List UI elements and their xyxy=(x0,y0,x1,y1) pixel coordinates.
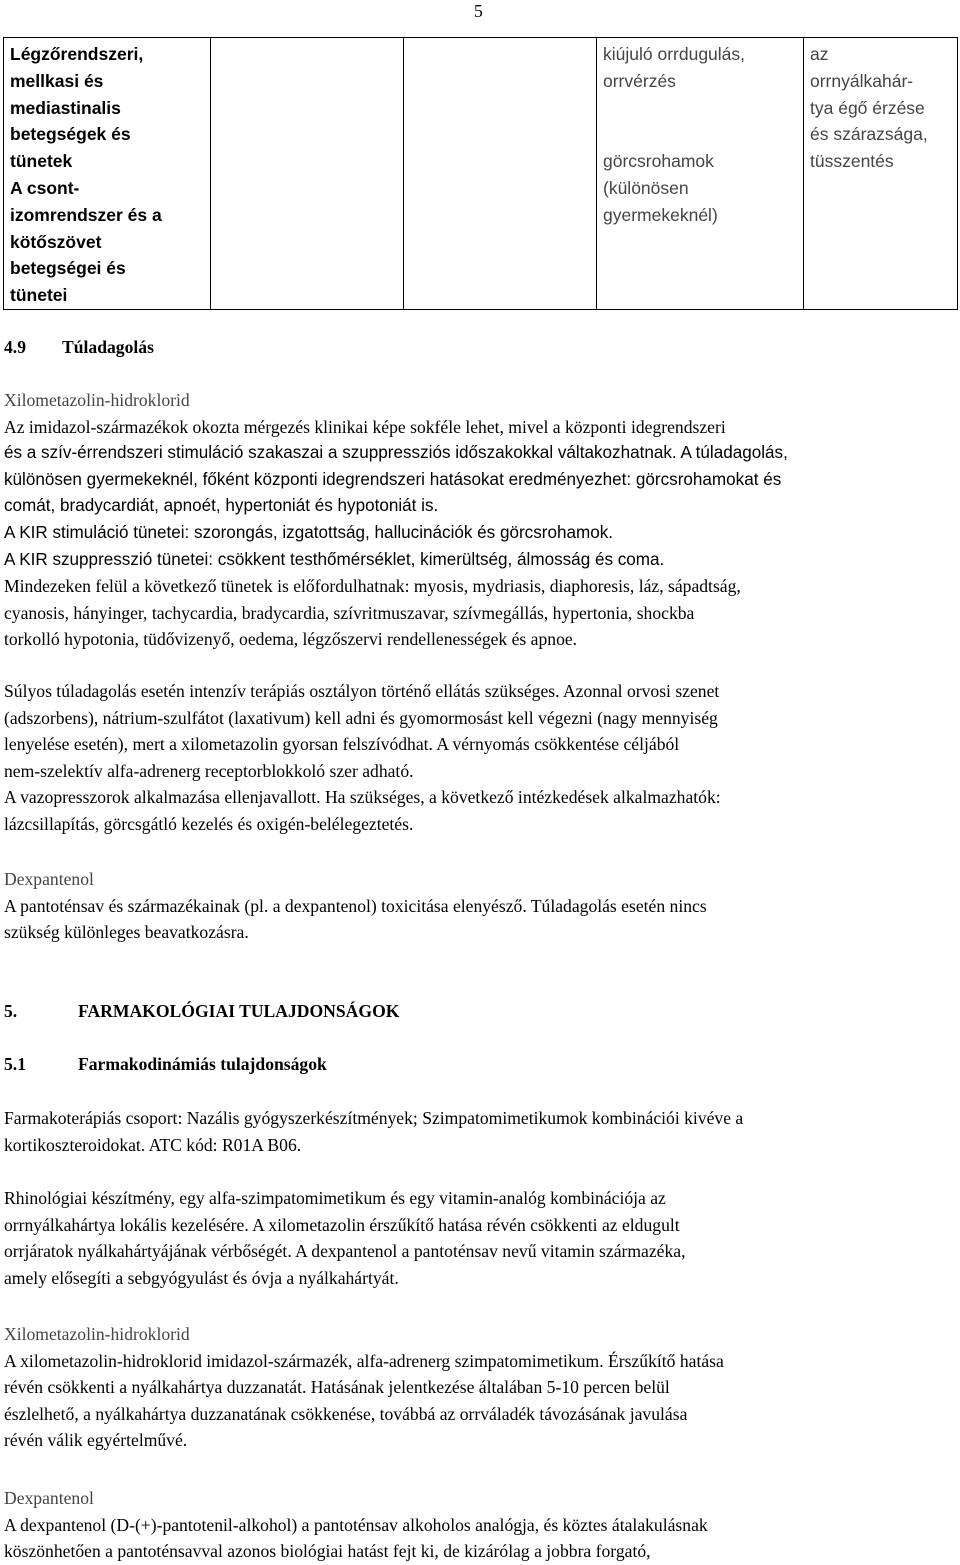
cell-line: orrvérzés xyxy=(603,70,676,91)
substance-name: Dexpantenol xyxy=(4,1488,94,1508)
paragraph-line: lázcsillapítás, görcsgátló kezelés és oxigén-belélegeztetés. xyxy=(4,813,414,834)
cell-line: orrnyálkahár- xyxy=(810,70,914,91)
section-5-1-para-3 xyxy=(4,1321,954,1454)
cell-line: izomrendszer és a xyxy=(10,204,162,225)
section-4-9-heading xyxy=(4,334,954,361)
paragraph-line: és a szív-érrendszeri stimuláció szakaszai a szuppressziós időszakokkal váltakozhatnak. A túladagolás, xyxy=(4,443,788,463)
paragraph-line: A xilometazolin-hidroklorid imidazol-származék, alfa-adrenerg szimpatomimetikum. Érszűkítő hatása xyxy=(4,1350,724,1371)
section-5-1-para-2 xyxy=(4,1185,954,1291)
cell-line: kötőszövet xyxy=(10,231,102,252)
paragraph-line: A KIR szuppresszió tünetei: csökkent testhőmérséklet, kimerültség, álmosság és coma. xyxy=(4,549,665,569)
paragraph-line: orrjáratok nyálkahártyájának vérbőségét. A dexpantenol a pantoténsav nevű vitamin származéka, xyxy=(4,1241,686,1262)
section-4-9-body-2 xyxy=(4,678,954,838)
paragraph-line: Rhinológiai készítmény, egy alfa-szimpatomimetikum és egy vitamin-analóg kombinációja az xyxy=(4,1188,666,1208)
paragraph-line: A KIR stimuláció tünetei: szorongás, izgatottság, hallucinációk és görcsrohamok. xyxy=(4,522,614,542)
cell-line: betegségei és xyxy=(10,258,126,279)
substance-name: Xilometazolin-hidroklorid xyxy=(4,390,190,410)
page-number: 5 xyxy=(474,1,483,21)
paragraph-line: révén válik egyértelművé. xyxy=(4,1430,188,1451)
section-4-9-body-1 xyxy=(4,387,954,653)
paragraph-line: Farmakoterápiás csoport: Nazális gyógyszerkészítmények; Szimpatomimetikumok kombinációi kivéve a xyxy=(4,1108,744,1128)
section-number: 4.9 xyxy=(4,337,26,357)
paragraph-line: amely elősegíti a sebgyógyulást és óvja a nyálkahártyát. xyxy=(4,1267,399,1288)
cell-spacer xyxy=(603,95,797,122)
section-number: 5.1 xyxy=(4,1054,26,1074)
table-row xyxy=(4,38,958,310)
cell-line: betegségek és xyxy=(10,124,131,145)
paragraph-line: kortikoszteroidokat. ATC kód: R01A B06. xyxy=(4,1134,302,1155)
cell-line: kiújuló orrdugulás, xyxy=(603,44,746,64)
section-5-1-para-1 xyxy=(4,1105,954,1158)
cell-line: tya égő érzése xyxy=(810,97,925,118)
paragraph-line: comát, bradycardiát, apnoét, hypertoniát és hypotoniát is. xyxy=(4,496,439,516)
section-number: 5. xyxy=(4,1001,18,1021)
substance-name: Xilometazolin-hidroklorid xyxy=(4,1324,190,1344)
paragraph-line: torkolló hypotonia, tüdővizenyő, oedema, légzőszervi rendellenességek és apnoe. xyxy=(4,629,578,650)
paragraph-line: A pantoténsav és származékainak (pl. a dexpantenol) toxicitása elenyésző. Túladagolás esetén nincs xyxy=(4,895,707,916)
section-4-9-body-3 xyxy=(4,866,954,946)
cell-line: tünetek xyxy=(10,151,73,172)
section-5-heading xyxy=(4,998,954,1025)
section-5-1-heading xyxy=(4,1051,954,1078)
paragraph-line: cyanosis, hányinger, tachycardia, bradycardia, szívritmuszavar, szívmegállás, hypertonia, shockba xyxy=(4,602,695,623)
section-title: FARMAKOLÓGIAI TULAJDONSÁGOK xyxy=(78,1001,400,1021)
cell-line: tünetei xyxy=(10,285,68,306)
section-title: Túladagolás xyxy=(62,337,154,357)
paragraph-line: (adszorbens), nátrium-szulfátot (laxativum) kell adni és gyomormosást kell végezni (nagy mennyiség xyxy=(4,707,718,728)
cell-line: és szárazsága, xyxy=(810,124,928,145)
paragraph-line: észlelhető, a nyálkahártya duzzanatának csökkenése, továbbá az orrváladék távozásának javulása xyxy=(4,1403,688,1424)
paragraph-line: A dexpantenol (D-(+)-pantotenil-alkohol) a pantoténsav alkoholos analógja, és köztes átalakulásnak xyxy=(4,1514,708,1535)
cell-line: mediastinalis xyxy=(10,97,121,118)
frequency-cell-very-common xyxy=(211,38,404,310)
paragraph-line: lenyelése esetén), mert a xilometazolin gyorsan felszívódhat. A vérnyomás csökkentése céljából xyxy=(4,734,680,755)
paragraph-line: köszönhetően a pantoténsavval azonos biológiai hatást fejt ki, de kizárólag a jobbra forgató, xyxy=(4,1541,651,1562)
paragraph-line: révén csökkenti a nyálkahártya duzzanatát. Hatásának jelentkezése általában 5-10 percen belül xyxy=(4,1377,670,1398)
paragraph-line: különösen gyermekeknél, főként központi idegrendszeri hatásokat eredményezhet: görcsrohamokat és xyxy=(4,469,782,489)
paragraph-line: Mindezeken felül a következő tünetek is előfordulhatnak: myosis, mydriasis, diaphoresis, láz, sápadtság, xyxy=(4,576,741,597)
system-organ-class-cell xyxy=(4,38,211,310)
cell-line: az xyxy=(810,44,829,64)
cell-line: Légzőrendszeri, xyxy=(10,44,144,64)
section-5-1-para-4 xyxy=(4,1485,954,1565)
cell-line: tüsszentés xyxy=(810,151,894,172)
paragraph-line: szükség különleges beavatkozásra. xyxy=(4,922,249,943)
cell-line: gyermekeknél) xyxy=(603,204,718,225)
cell-line: mellkasi és xyxy=(10,70,104,91)
cell-line: görcsrohamok xyxy=(603,151,714,172)
cell-line: (különösen xyxy=(603,177,689,198)
paragraph-line: Az imidazol-származékok okozta mérgezés klinikai képe sokféle lehet, mivel a központi idegrendszeri xyxy=(4,416,726,437)
substance-name: Dexpantenol xyxy=(4,869,94,889)
paragraph-line: nem-szelektív alfa-adrenerg receptorblokkoló szer adható. xyxy=(4,760,414,781)
paragraph-line: orrnyálkahártya lokális kezelésére. A xilometazolin érszűkítő hatása révén csökkenti az eldugult xyxy=(4,1214,680,1235)
frequency-cell-rare xyxy=(597,38,804,310)
paragraph-line: A vazopresszorok alkalmazása ellenjavallott. Ha szükséges, a következő intézkedések alkalmazhatók: xyxy=(4,787,721,808)
cell-spacer xyxy=(603,121,797,148)
frequency-cell-unknown xyxy=(804,38,958,310)
section-title: Farmakodinámiás tulajdonságok xyxy=(78,1054,327,1074)
cell-line: A csont- xyxy=(10,177,80,198)
frequency-cell-common xyxy=(404,38,597,310)
side-effects-table xyxy=(3,37,958,310)
paragraph-line: Súlyos túladagolás esetén intenzív terápiás osztályon történő ellátás szükséges. Azonnal orvosi szenet xyxy=(4,681,720,701)
